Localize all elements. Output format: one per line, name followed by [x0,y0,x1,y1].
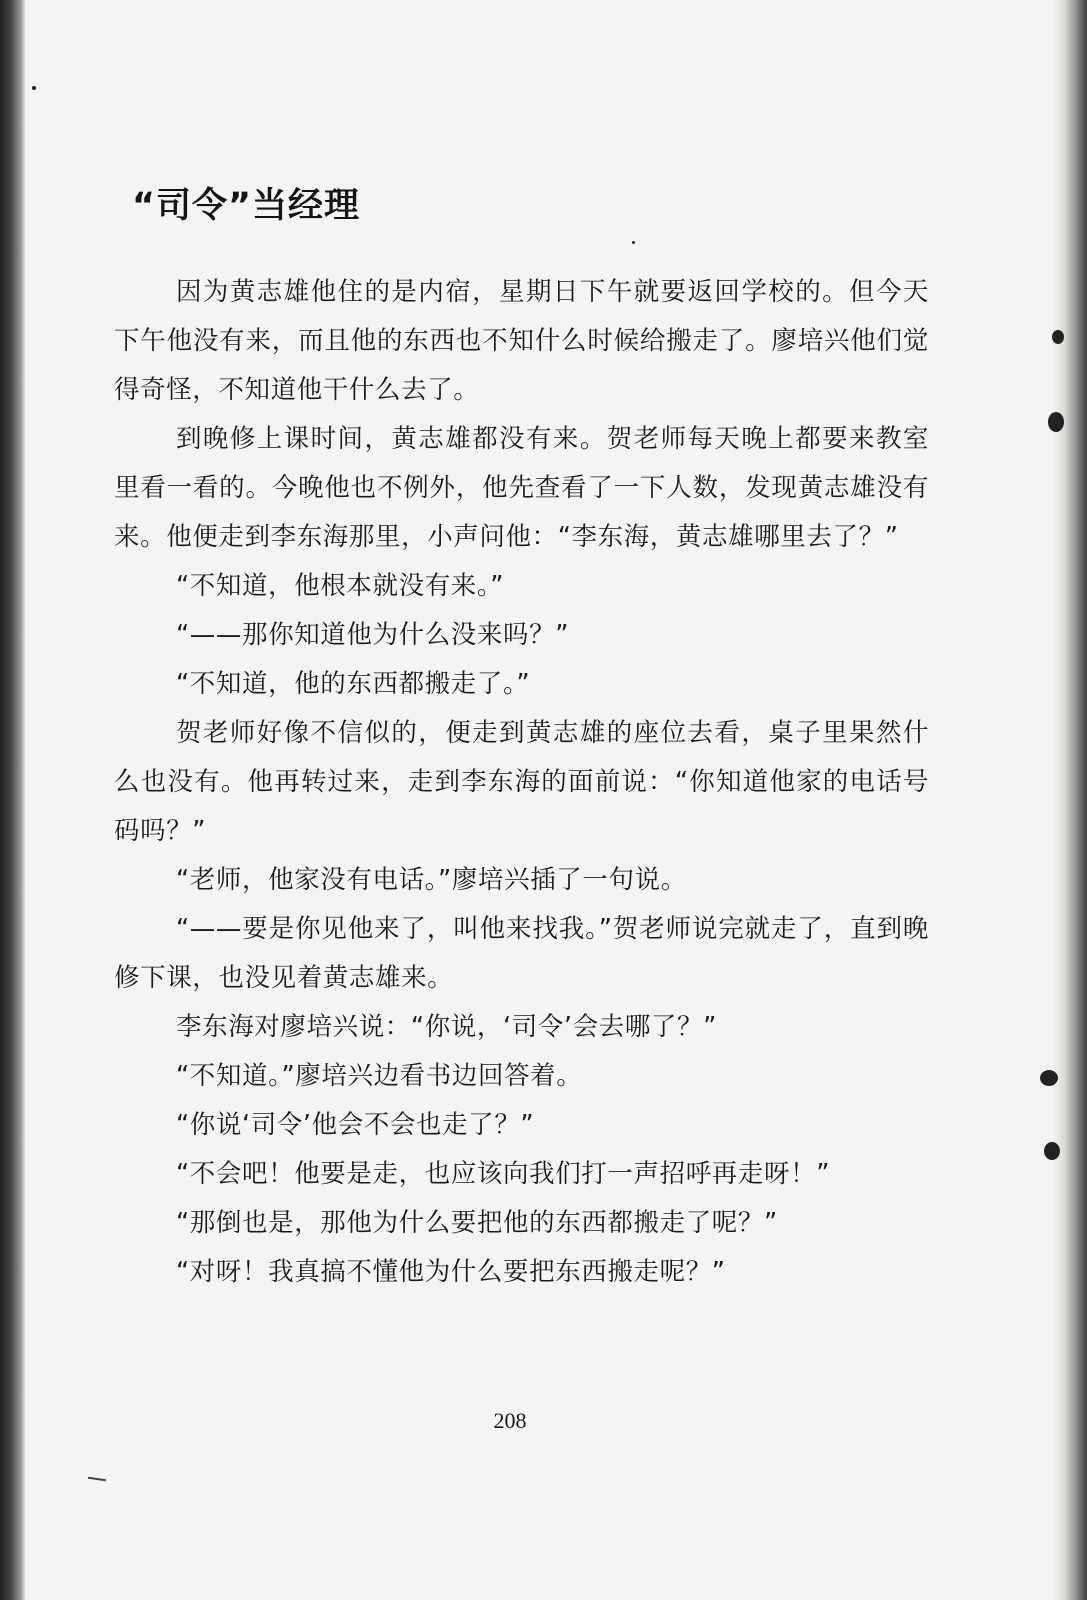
paragraph: “你说‘司令’他会不会也走了？” [176,1110,535,1140]
paragraph: “不知道。”廖培兴边看书边回答着。 [176,1061,583,1091]
scan-shadow-right [1053,0,1087,1600]
paragraph: 因为黄志雄他住的是内宿，星期日下午就要返回学校的。但今天下午他没有来，而且他的东西也不知什么时候给搬走了。廖培兴他们觉得奇怪，不知道他干什么去了。 [114,277,929,405]
scan-speck [1052,330,1064,344]
paragraph: “——要是你见他来了，叫他来找我。”贺老师说完就走了，直到晚修下课，也没见着黄志雄来。 [114,914,929,993]
scan-speck [1040,1070,1058,1086]
paragraph: 贺老师好像不信似的，便走到黄志雄的座位去看，桌子里果然什么也没有。他再转过来，走到李东海的面前说：“你知道他家的电话号码吗？” [114,718,929,846]
scan-speck [632,241,635,244]
paragraph: “不知道，他根本就没有来。” [176,571,505,601]
paragraph: “不知道，他的东西都搬走了。” [176,669,531,699]
paragraph: 李东海对廖培兴说：“你说，‘司令’会去哪了？” [176,1012,717,1042]
paragraph: “——那你知道他为什么没来吗？” [176,620,570,650]
scan-speck [32,86,36,90]
paragraph: “不会吧！他要是走，也应该向我们打一声招呼再走呀！” [176,1159,831,1189]
page-number: 208 [493,1408,527,1433]
paragraph: “对呀！我真搞不懂他为什么要把东西搬走呢？” [176,1257,726,1287]
scan-mark [88,1477,106,1481]
body-text [114,268,929,1297]
paragraph: “老师，他家没有电话。”廖培兴插了一句说。 [176,865,687,895]
scan-speck [1044,1142,1060,1160]
paragraph: “那倒也是，那他为什么要把他的东西都搬走了呢？” [176,1208,778,1238]
chapter-title: “司令”当经理 [132,186,361,227]
scan-speck [1048,412,1064,432]
scan-shadow-left [0,0,26,1600]
paragraph: 到晚修上课时间，黄志雄都没有来。贺老师每天晚上都要来教室里看一看的。今晚他也不例外，他先查看了一下人数，发现黄志雄没有来。他便走到李东海那里，小声问他：“李东海，黄志雄哪里去了？” [114,424,929,552]
